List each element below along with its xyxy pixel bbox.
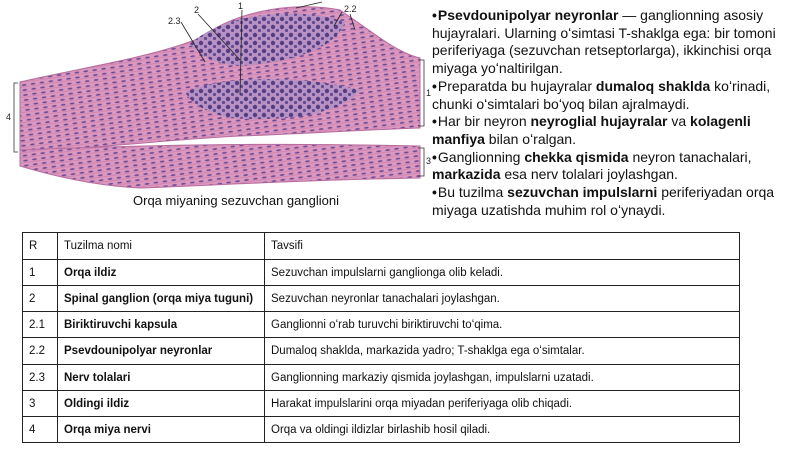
- note-item: •Preparatda bu hujayralar dumaloq shaklda koʻrinadi, chunki oʻsimtalari boʻyoq bilan ajralmaydi.: [432, 77, 771, 112]
- table-row: [23, 365, 740, 391]
- ganglion-histology-figure: [0, 0, 430, 190]
- cell-name: Orqa miya nervi: [58, 417, 265, 443]
- table-row: [23, 391, 740, 417]
- notes-list: [432, 7, 794, 219]
- label-1-right: 1: [426, 88, 432, 98]
- cell-r: 2.3: [23, 365, 58, 391]
- cell-name: Nerv tolalari: [58, 365, 265, 391]
- cell-description: Orqa va oldingi ildizlar birlashib hosil qiladi.: [265, 417, 740, 443]
- table-row: [23, 417, 740, 443]
- note-item: •Psevdounipolyar neyronlar — ganglionning asosiy hujayralari. Ularning oʻsimtasi T-shaklga ega: bir tomoni periferiyaga (sezuvchan retseptorlarga), ikkinchisi orqa miyaga yoʻnaltirilgan.: [432, 7, 776, 77]
- cell-name: Oldingi ildiz: [58, 391, 265, 417]
- header-description: Tavsifi: [265, 233, 740, 260]
- cell-description: Sezuvchan impulslarni ganglionga olib keladi.: [265, 260, 740, 286]
- note-item: •Ganglionning chekka qismida neyron tanachalari, markazida esa nerv tolalari joylashgan.: [432, 148, 752, 183]
- figure-caption: Orqa miyaning sezuvchan ganglioni: [133, 193, 339, 208]
- cell-description: Dumaloq shaklda, markazida yadro; T-shaklga ega oʻsimtalar.: [265, 338, 740, 365]
- cell-r: 2.1: [23, 312, 58, 338]
- label-1: 1: [238, 1, 244, 11]
- table-row: [23, 312, 740, 338]
- table-row: [23, 286, 740, 312]
- cell-r: 3: [23, 391, 58, 417]
- cell-r: 2.2: [23, 338, 58, 365]
- label-4: 4: [6, 112, 12, 122]
- label-2-3: 2.3: [168, 16, 181, 26]
- table-row: [23, 338, 740, 365]
- label-2-2: 2.2: [344, 4, 357, 14]
- structure-table: [22, 232, 740, 443]
- cell-description: Ganglionning markaziy qismida joylashgan, impulslarni uzatadi.: [265, 365, 740, 391]
- label-2: 2: [194, 5, 200, 15]
- cell-description: Ganglionni oʻrab turuvchi biriktiruvchi toʻqima.: [265, 312, 740, 338]
- cell-r: 1: [23, 260, 58, 286]
- cell-r: 4: [23, 417, 58, 443]
- header-r: R: [23, 233, 58, 260]
- cell-r: 2: [23, 286, 58, 312]
- note-item: •Har bir neyron neyroglial hujayralar va kolagenli manfiya bilan oʻralgan.: [432, 113, 751, 147]
- table-row: [23, 260, 740, 286]
- cell-name: Orqa ildiz: [58, 260, 265, 286]
- table-header-row: [23, 233, 740, 260]
- cell-name: Psevdounipolyar neyronlar: [58, 338, 265, 365]
- cell-name: Biriktiruvchi kapsula: [58, 312, 265, 338]
- ventral-root-tissue: [20, 144, 420, 188]
- cell-description: Harakat impulslarini orqa miyadan periferiyaga olib chiqadi.: [265, 391, 740, 417]
- note-item: •Bu tuzilma sezuvchan impulslarni periferiyadan orqa miyaga uzatishda muhim rol oʻynaydi.: [432, 184, 775, 218]
- cell-description: Sezuvchan neyronlar tanachalari joylashgan.: [265, 286, 740, 312]
- cell-name: Spinal ganglion (orqa miya tuguni): [58, 286, 265, 312]
- header-name: Tuzilma nomi: [58, 233, 265, 260]
- label-3: 3: [426, 156, 432, 166]
